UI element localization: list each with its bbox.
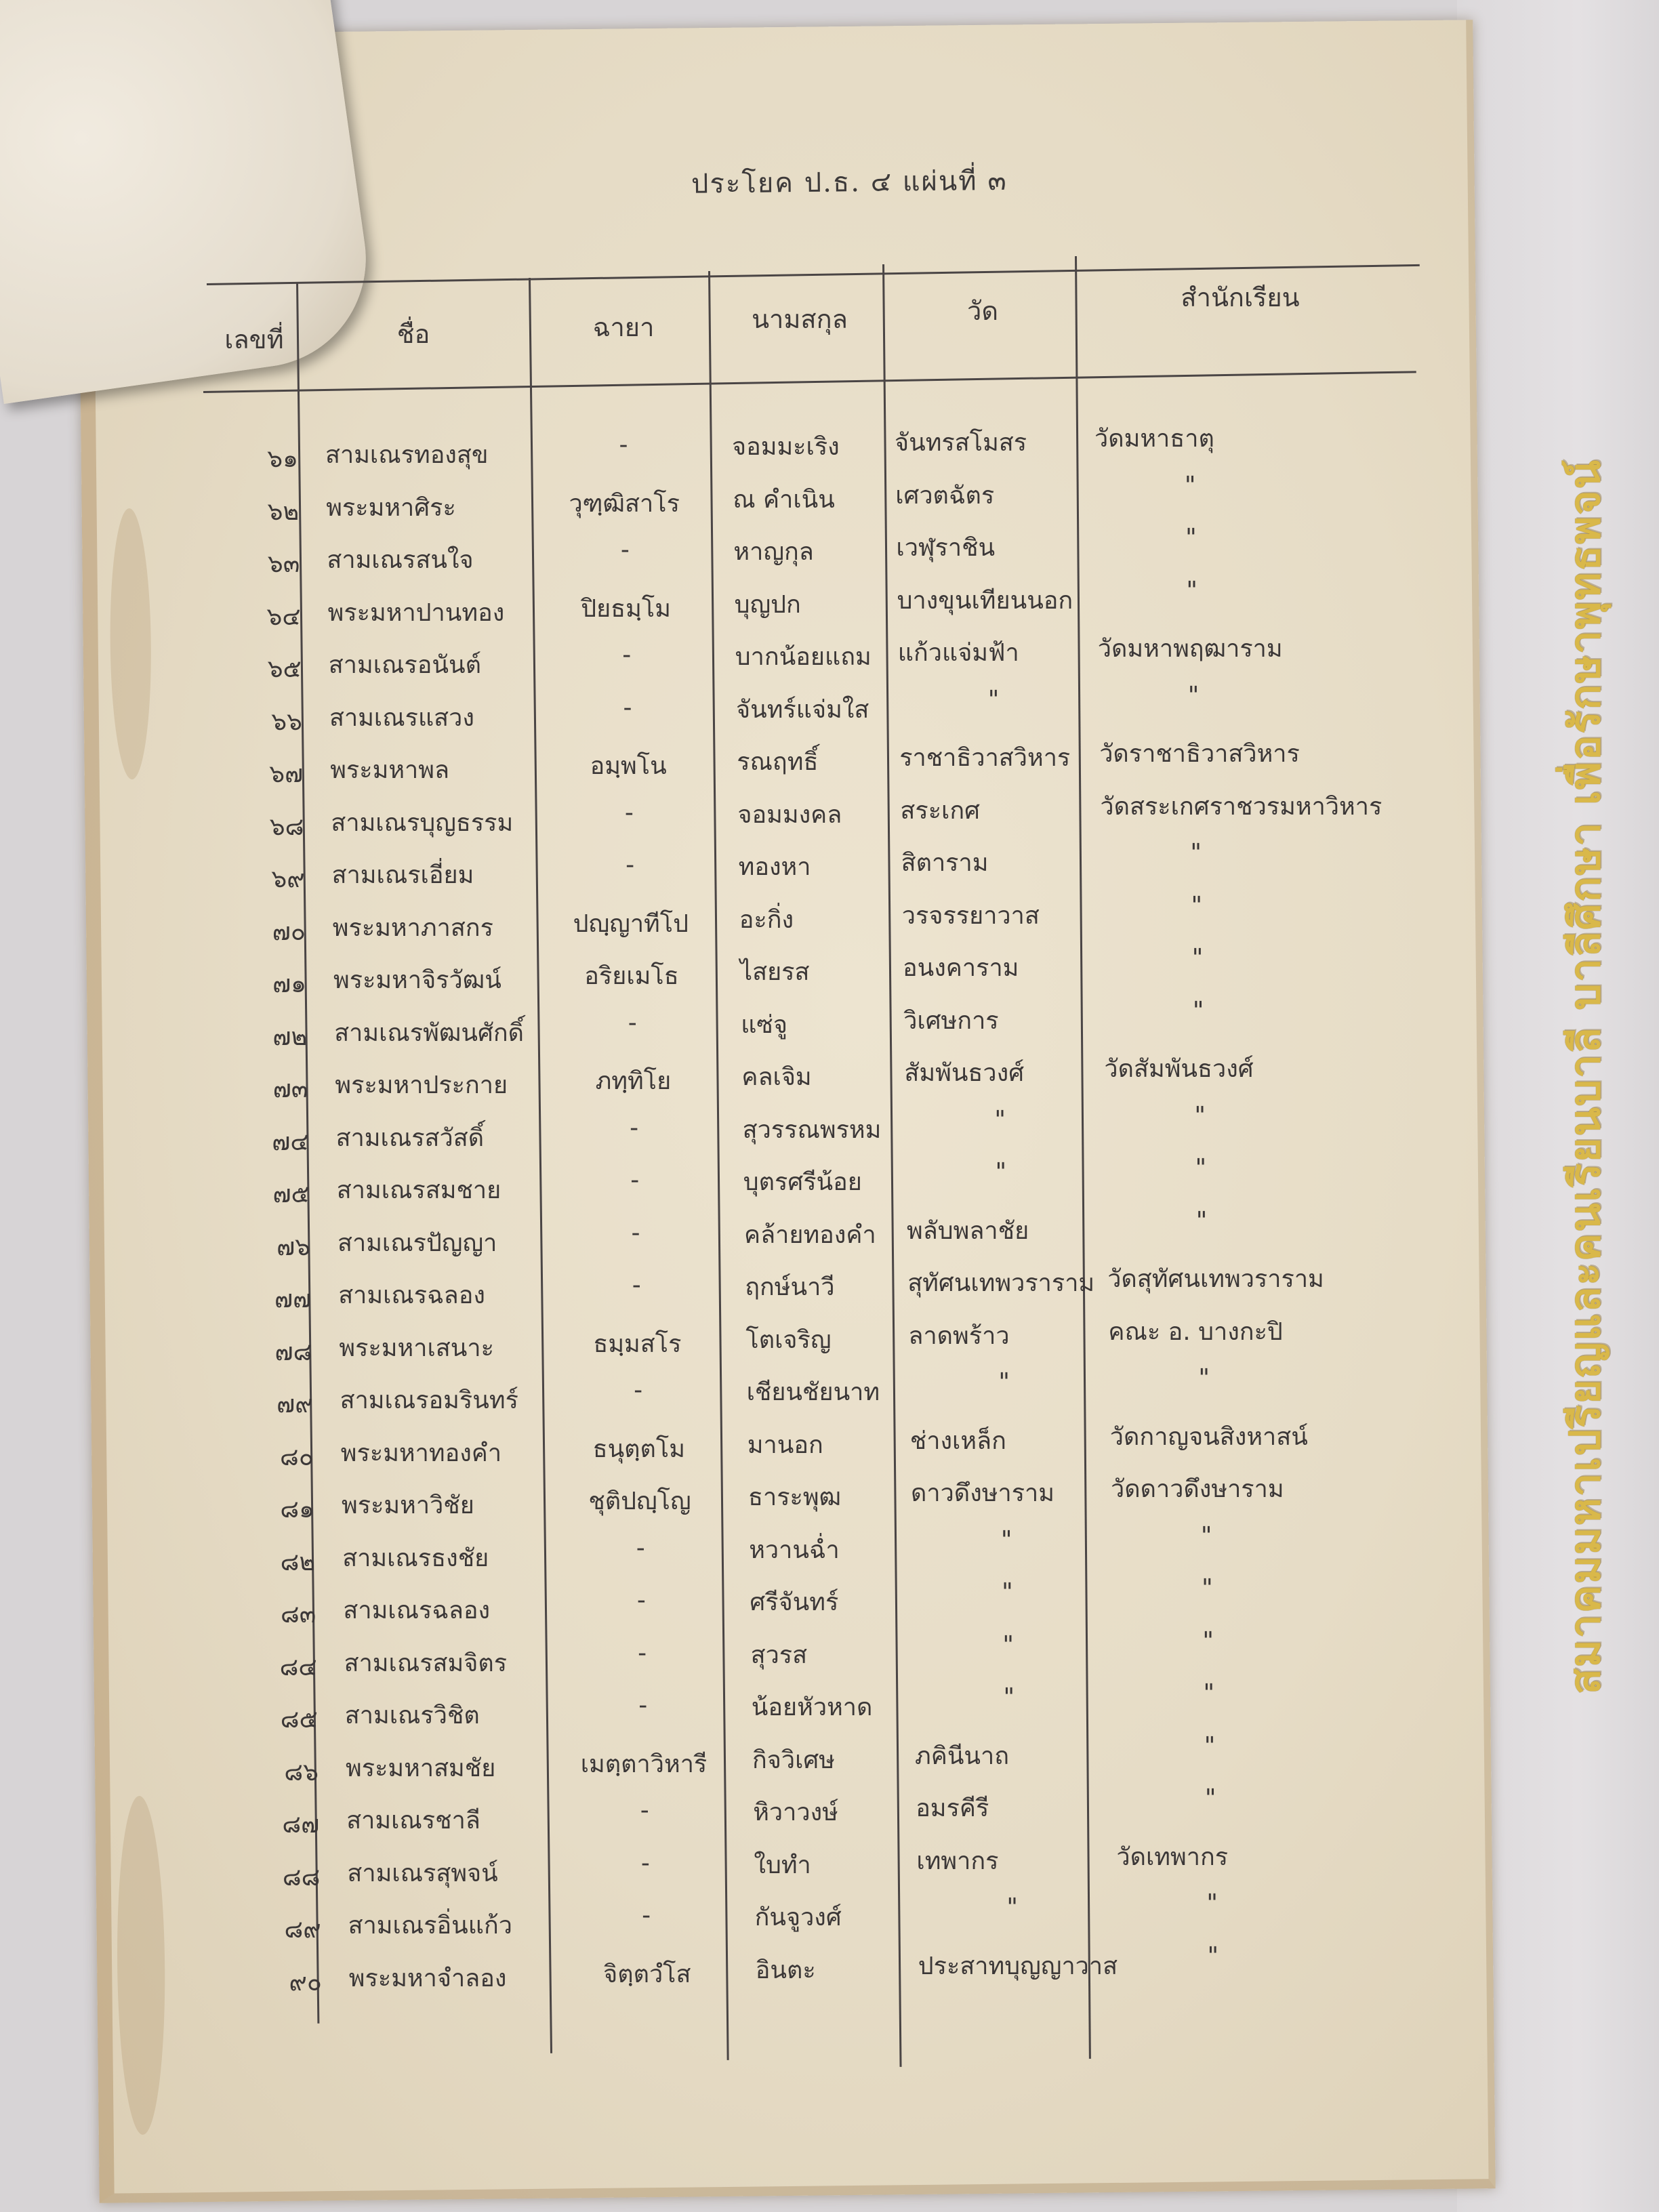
folded-page-corner <box>0 0 380 404</box>
row-school: " <box>1186 576 1197 605</box>
header-school: สำนักเรียน <box>1181 283 1300 312</box>
row-chaya: - <box>630 1166 640 1194</box>
row-surname: อะกิ่ง <box>739 905 794 934</box>
watermark-text: สมาคมมหาเปรียญและคนเรียนบาลี บาลีศึกษา เพื่อรักษาพุทธพจน์ <box>1560 459 1610 1694</box>
row-number: ๖๙ <box>271 865 305 893</box>
row-school: วัดมหาพฤฒาราม <box>1097 635 1283 663</box>
row-chaya: - <box>630 1113 639 1142</box>
row-number: ๖๓ <box>267 550 300 578</box>
row-name: สามเณรสวัสดิ์ <box>335 1124 485 1152</box>
row-name: พระมหาศิระ <box>326 493 456 522</box>
row-wat: ลาดพร้าว <box>908 1322 1010 1350</box>
row-number: ๘๓ <box>281 1601 316 1629</box>
row-surname: จันทร์แจ่มใส <box>736 695 869 724</box>
table-row <box>0 681 1659 750</box>
row-number: ๗๔ <box>272 1128 309 1156</box>
row-surname: ธาระพุฒ <box>748 1483 842 1511</box>
row-surname: หาญกุล <box>733 538 814 566</box>
row-chaya: - <box>622 641 632 669</box>
row-chaya: ปิยธมฺโม <box>581 594 671 623</box>
row-number: ๖๑ <box>267 445 298 473</box>
row-school: คณะ อ. บางกะปิ <box>1108 1317 1283 1346</box>
header-number: เลขที่ <box>224 325 284 354</box>
row-name: สามเณรชาลี <box>346 1807 480 1835</box>
row-surname: ใบทำ <box>754 1851 811 1879</box>
row-number: ๖๘ <box>269 813 304 841</box>
row-name: สามเณรทองสุข <box>325 441 489 469</box>
row-chaya: วุฑฺฒิสาโร <box>569 489 680 518</box>
row-number: ๗๖ <box>276 1233 310 1261</box>
header-surname: นามสกุล <box>752 304 848 334</box>
row-school: " <box>1195 1154 1207 1182</box>
row-surname: แซ่จู <box>741 1010 787 1039</box>
table-row <box>0 891 1659 960</box>
row-surname: คล้ายทองคำ <box>744 1221 876 1249</box>
row-wat: เทพากร <box>916 1847 999 1875</box>
header-wat: วัด <box>966 296 998 326</box>
row-name: พระมหาภาสกร <box>332 914 493 942</box>
row-wat: ช่างเหล็ก <box>909 1427 1006 1455</box>
table-row <box>0 996 1659 1065</box>
row-name: สามเณรอมรินทร์ <box>340 1387 518 1414</box>
row-number: ๙๐ <box>289 1968 322 1996</box>
row-number: ๖๕ <box>267 655 302 683</box>
row-name: สามเณรพัฒนศักดิ์ <box>334 1019 525 1047</box>
row-wat: วิเศษการ <box>903 1006 999 1035</box>
row-chaya: อมฺพโน <box>590 752 667 780</box>
row-school: วัดกาญจนสิงหาสน์ <box>1109 1422 1308 1451</box>
row-name: พระมหาจำลอง <box>348 1964 507 1992</box>
row-wat: " <box>995 1158 1007 1186</box>
row-surname: เชียนชัยนาท <box>746 1378 880 1406</box>
row-surname: บุตรศรีน้อย <box>743 1168 862 1196</box>
row-name: พระมหาพล <box>330 756 450 784</box>
row-school: " <box>1207 1942 1219 1970</box>
row-chaya: อริยเมโธ <box>584 962 679 990</box>
row-name: พระมหาสมชัย <box>346 1754 496 1782</box>
row-name: พระมหาเสนาะ <box>339 1334 494 1362</box>
row-surname: กันจูวงศ์ <box>754 1904 842 1931</box>
row-wat: " <box>987 685 1000 714</box>
row-wat: เศวตฉัตร <box>895 481 995 510</box>
row-surname: สุวรรณพรหม <box>742 1115 882 1144</box>
row-wat: " <box>1002 1578 1013 1606</box>
row-chaya: - <box>638 1639 647 1667</box>
table-row <box>0 471 1659 539</box>
row-chaya: ภทฺทิโย <box>595 1067 672 1095</box>
row-surname: ศรีจันทร์ <box>750 1589 839 1616</box>
row-number: ๗๑ <box>272 970 306 998</box>
row-surname: จอมมงคล <box>737 800 842 829</box>
row-school: " <box>1202 1574 1213 1602</box>
row-chaya: - <box>628 1008 637 1037</box>
row-wat: ภคินีนาถ <box>915 1742 1010 1770</box>
row-name: สามเณรปัญญา <box>337 1229 497 1257</box>
row-wat: " <box>1002 1631 1014 1659</box>
row-wat: ประสาทบุญญาวาส <box>918 1952 1118 1980</box>
row-school: " <box>1187 681 1200 710</box>
row-school: วัดเทพากร <box>1116 1843 1229 1871</box>
row-school: วัดสระเกศราชวรมหาวิหาร <box>1100 792 1382 821</box>
row-chaya: - <box>626 851 635 879</box>
row-wat: " <box>1003 1683 1015 1711</box>
row-wat: " <box>1000 1525 1012 1554</box>
row-wat: ราชาธิวาสวิหาร <box>899 744 1071 772</box>
row-number: ๖๔ <box>266 602 301 631</box>
row-number: ๗๓ <box>272 1076 308 1103</box>
row-name: พระมหาปานทอง <box>327 598 505 627</box>
row-name: สามเณรวิชิต <box>344 1702 480 1729</box>
row-name: สามเณรสุพจน์ <box>347 1859 498 1887</box>
row-chaya: - <box>634 1376 643 1404</box>
header-chaya: ฉายา <box>592 312 655 342</box>
row-wat: อนงคาราม <box>903 954 1019 982</box>
table-row <box>0 1889 1659 1957</box>
row-school: วัดมหาธาตุ <box>1094 425 1214 453</box>
row-surname: มานอก <box>747 1431 823 1459</box>
row-name: สามเณรแสวง <box>329 703 474 732</box>
table-row <box>0 839 1659 907</box>
row-school: " <box>1204 1784 1216 1812</box>
row-number: ๘๒ <box>280 1548 316 1576</box>
row-school: " <box>1191 944 1204 972</box>
row-chaya: จิตฺตวํโส <box>603 1960 691 1988</box>
row-chaya: ธนุตฺตโม <box>592 1435 685 1463</box>
row-school: " <box>1194 1101 1206 1130</box>
row-surname: ไสยรส <box>740 958 810 986</box>
row-number: ๗๐ <box>272 918 306 946</box>
row-surname: สุวรส <box>750 1641 808 1669</box>
row-chaya: - <box>632 1271 641 1299</box>
row-surname: หิวาวงษ์ <box>753 1799 838 1826</box>
row-name: สามเณรฉลอง <box>343 1597 491 1624</box>
row-school: " <box>1203 1679 1215 1707</box>
row-name: พระมหาวิชัย <box>342 1492 474 1519</box>
row-wat: เวฬุราชิน <box>896 534 996 562</box>
row-name: พระมหาจิรวัฒน์ <box>333 966 501 994</box>
row-name: สามเณรธงชัย <box>342 1544 489 1572</box>
row-school: " <box>1206 1889 1218 1917</box>
row-number: ๗๙ <box>276 1391 313 1418</box>
row-surname: บุญปก <box>734 590 801 619</box>
table-row <box>0 1942 1659 2010</box>
row-wat: สระเกศ <box>900 796 980 825</box>
row-name: สามเณรสนใจ <box>327 546 474 574</box>
row-wat: วรจรรยาวาส <box>901 901 1040 930</box>
row-number: ๘๕ <box>280 1706 318 1734</box>
row-wat: สุทัศนเทพวราราม <box>907 1269 1095 1297</box>
row-wat: " <box>994 1105 1006 1134</box>
row-school: " <box>1191 891 1203 920</box>
row-school: วัดสัมพันธวงศ์ <box>1104 1055 1254 1083</box>
row-surname: โตเจริญ <box>745 1326 832 1354</box>
row-name: สามเณรบุญธรรม <box>331 808 514 837</box>
row-name: สามเณรอนันต์ <box>328 651 481 679</box>
row-number: ๘๔ <box>279 1653 317 1681</box>
header-name: ชื่อ <box>396 319 430 349</box>
row-surname: รณฤทธิ์ <box>737 748 819 776</box>
row-chaya: เมตฺตาวิหารี <box>580 1750 708 1778</box>
row-number: ๘๑ <box>280 1496 314 1523</box>
row-wat: บางขุนเทียนนอก <box>897 586 1073 615</box>
row-chaya: - <box>623 693 632 722</box>
table-row <box>0 1364 1659 1432</box>
row-surname: จอมมะเริง <box>732 433 840 461</box>
row-wat: จันทรสโมสร <box>895 429 1027 457</box>
row-chaya: - <box>638 1692 648 1719</box>
row-school: วัดสุทัศนเทพวราราม <box>1107 1265 1324 1293</box>
row-name: พระมหาประกาย <box>335 1071 508 1099</box>
row-chaya: - <box>624 798 634 827</box>
row-number: ๘๖ <box>284 1758 319 1786</box>
row-number: ๗๗ <box>274 1286 312 1313</box>
row-number: ๘๙ <box>284 1916 321 1944</box>
row-chaya: - <box>642 1902 651 1929</box>
document-title: ประโยค ป.ธ. ๔ แผ่นที่ ๓ <box>691 165 1008 200</box>
row-surname: ทองหา <box>738 853 811 881</box>
row-chaya: ชุติปญฺโญ <box>588 1488 691 1515</box>
row-school: วัดดาวดึงษาราม <box>1111 1475 1284 1503</box>
row-school: " <box>1200 1521 1212 1550</box>
row-surname: ฤกษ์นาวี <box>745 1273 835 1301</box>
row-number: ๖๒ <box>267 497 300 526</box>
row-chaya: - <box>640 1849 650 1877</box>
row-surname: น้อยหัวหาด <box>751 1694 873 1721</box>
row-surname: อินตะ <box>755 1956 816 1984</box>
row-number: ๗๘ <box>274 1338 312 1366</box>
row-chaya: - <box>619 431 628 459</box>
row-wat: อมรคีรี <box>916 1795 989 1822</box>
table-row <box>0 1784 1659 1852</box>
row-school: " <box>1202 1626 1214 1655</box>
row-name: สามเณรเอี่ยม <box>331 861 474 889</box>
row-surname: คลเจิม <box>741 1063 812 1091</box>
row-number: ๖๖ <box>271 708 302 736</box>
row-chaya: ธมฺมสโร <box>593 1330 682 1358</box>
row-wat: " <box>998 1368 1010 1396</box>
table-row <box>0 524 1659 592</box>
row-surname: บากน้อยแถม <box>735 643 872 671</box>
row-school: วัดราชาธิวาสวิหาร <box>1099 740 1300 768</box>
row-number: ๗๒ <box>272 1023 308 1051</box>
row-school: " <box>1190 839 1202 867</box>
row-surname: ณ คำเนิน <box>733 485 835 514</box>
row-wat: ดาวดึงษาราม <box>911 1479 1054 1507</box>
row-school: " <box>1204 1732 1216 1760</box>
row-chaya: - <box>631 1218 640 1247</box>
row-wat: " <box>1006 1893 1018 1921</box>
row-number: ๘๗ <box>282 1811 320 1839</box>
row-chaya: - <box>636 1534 645 1562</box>
row-chaya: - <box>640 1797 649 1824</box>
row-school: " <box>1185 524 1197 552</box>
row-chaya: - <box>620 536 630 564</box>
row-school: " <box>1195 1206 1208 1235</box>
row-surname: หวานฉ่ำ <box>749 1536 840 1564</box>
row-wat: แก้วแจ่มฟ้า <box>897 639 1019 667</box>
row-school: " <box>1198 1364 1210 1392</box>
row-surname: กิจวิเศษ <box>752 1746 835 1774</box>
row-chaya: - <box>636 1586 646 1614</box>
table-row <box>0 944 1659 1012</box>
row-chaya: ปญฺญาทีโป <box>573 909 689 938</box>
row-school: " <box>1192 996 1204 1025</box>
row-name: สามเณรสมชาย <box>336 1176 501 1204</box>
row-number: ๘๘ <box>282 1863 321 1891</box>
row-wat: สิตาราม <box>901 849 989 877</box>
row-name: สามเณรสมจิตร <box>344 1649 508 1677</box>
row-name: พระมหาทองคำ <box>340 1439 502 1467</box>
row-wat: สัมพันธวงศ์ <box>904 1059 1025 1087</box>
row-name: สามเณรอิ่นแก้ว <box>348 1912 512 1940</box>
row-number: ๗๕ <box>272 1181 310 1208</box>
table-row <box>0 792 1659 855</box>
row-school: " <box>1184 471 1196 499</box>
row-wat: พลับพลาชัย <box>907 1216 1029 1245</box>
row-number: ๘๐ <box>280 1443 314 1471</box>
table-row <box>0 1574 1659 1642</box>
row-number: ๖๗ <box>269 760 304 788</box>
row-name: สามเณรฉลอง <box>338 1282 485 1309</box>
